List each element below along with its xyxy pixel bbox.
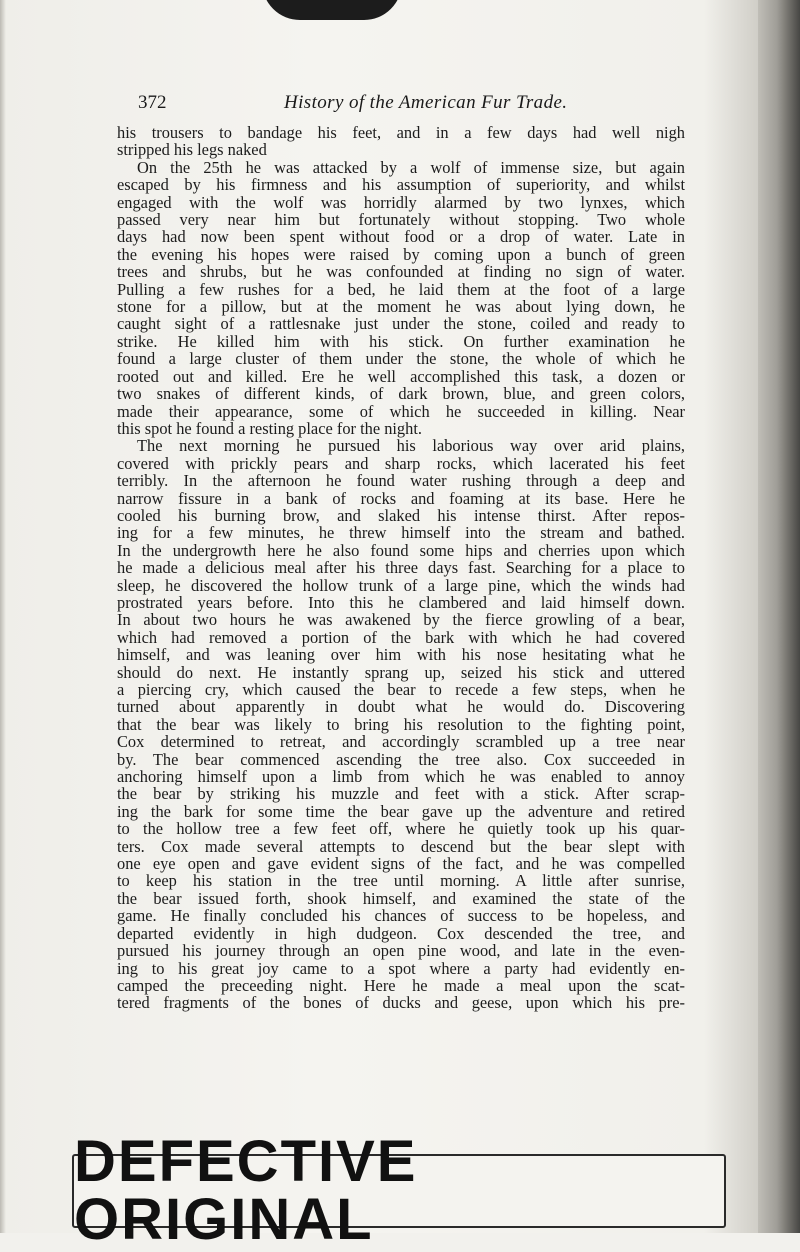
text-line: trees and shrubs, but he was confounded at finding no sign of water.: [117, 262, 685, 282]
text-line: to the hollow tree a few feet off, where he quietly took up his quar-: [117, 819, 685, 839]
text-line: should do next. He instantly sprang up, seized his stick and uttered: [117, 662, 685, 682]
text-line: stripped his legs naked: [117, 140, 267, 160]
page-number: 372: [138, 92, 167, 113]
text-line: turned about apparently in doubt what he would do. Discovering: [117, 697, 685, 717]
body-text: [117, 124, 685, 1012]
text-line: made their appearance, some of which he succeeded in killing. Near: [117, 401, 685, 421]
text-line: days had now been spent without food or a drop of water. Late in: [117, 227, 685, 247]
text-line: escaped by his firmness and his assumption of superiority, and whilst: [117, 175, 685, 195]
text-line: to keep his station in the tree until morning. A little after sunrise,: [117, 871, 685, 891]
text-line: which had removed a portion of the bark with which he had covered: [117, 627, 685, 647]
text-line: engaged with the wolf was horridly alarmed by two lynxes, which: [117, 192, 685, 212]
running-title: History of the American Fur Trade.: [284, 92, 568, 113]
text-line: strike. He killed him with his stick. On further examination he: [117, 331, 685, 351]
text-line: anchoring himself upon a limb from which he was enabled to annoy: [117, 767, 685, 787]
text-line: one eye open and gave evident signs of the fact, and he was compelled: [117, 854, 685, 874]
text-line: The next morning he pursued his laborious way over arid plains,: [137, 436, 685, 456]
text-line: camped the preceeding night. Here he made a meal upon the scat-: [117, 975, 685, 995]
text-line: that the bear was likely to bring his resolution to the fighting point,: [117, 714, 685, 734]
text-line: the evening his hopes were raised by coming upon a bunch of green: [117, 244, 685, 264]
text-line: the bear by striking his muzzle and feet with a stick. After scrap-: [117, 784, 685, 804]
text-line: prostrated years before. Into this he clambered and laid himself down.: [117, 592, 685, 612]
text-line: In the undergrowth here he also found some hips and cherries upon which: [117, 540, 685, 560]
text-line: game. He finally concluded his chances of success to be hopeless, and: [117, 906, 685, 926]
text-line: ters. Cox made several attempts to descend but the bear slept with: [117, 836, 685, 856]
page-header: [138, 92, 698, 120]
text-line: departed evidently in high dudgeon. Cox descended the tree, and: [117, 923, 685, 943]
text-line: himself, and was leaning over him with his nose hesitating what he: [117, 645, 685, 665]
stamp-text: DEFECTIVE ORIGINAL: [74, 1129, 418, 1252]
page-right-edge-shadow: [758, 0, 800, 1233]
text-line: terribly. In the afternoon he found water rushing through a deep and: [117, 471, 685, 491]
text-line: his trousers to bandage his feet, and in a few days had well nigh: [117, 123, 685, 142]
text-line: he made a delicious meal after his three days fast. Searching for a place to: [117, 558, 685, 578]
binding-hole: [262, 0, 402, 20]
text-line: by. The bear commenced ascending the tree also. Cox succeeded in: [117, 749, 685, 769]
text-line: the bear issued forth, shook himself, and examined the state of the: [117, 888, 685, 908]
defective-original-stamp: [72, 1129, 726, 1252]
text-line: rooted out and killed. Ere he well accomplished this task, a dozen or: [117, 366, 685, 386]
text-line: found a large cluster of them under the stone, the whole of which he: [117, 349, 685, 369]
text-line: two snakes of different kinds, of dark brown, blue, and green colors,: [117, 384, 685, 404]
text-line: On the 25th he was attacked by a wolf of immense size, but again: [137, 157, 685, 177]
text-line: ing to his great joy came to a spot where a party had evidently en-: [117, 958, 685, 978]
text-line: caught sight of a rattlesnake just under the stone, coiled and ready to: [117, 314, 685, 334]
text-line: pursued his journey through an open pine wood, and late in the even-: [117, 941, 685, 961]
text-line: tered fragments of the bones of ducks and geese, upon which his pre-: [117, 993, 685, 1013]
page-left-edge: [0, 0, 6, 1233]
text-line: Pulling a few rushes for a bed, he laid them at the foot of a large: [117, 279, 685, 299]
text-line: covered with prickly pears and sharp rocks, which lacerated his feet: [117, 453, 685, 473]
text-line: passed very near him but fortunately without stopping. Two whole: [117, 210, 685, 230]
text-line: a piercing cry, which caused the bear to recede a few steps, when he: [117, 680, 685, 699]
text-line: ing for a few minutes, he threw himself into the stream and bathed.: [117, 523, 685, 543]
text-line: narrow fissure in a bank of rocks and foaming at its base. Here he: [117, 488, 685, 508]
text-line: ing the bark for some time the bear gave up the adventure and retired: [117, 801, 685, 821]
text-line: stone for a pillow, but at the moment he was about lying down, he: [117, 297, 685, 317]
text-line: this spot he found a resting place for the night.: [117, 418, 422, 438]
text-line: Cox determined to retreat, and accordingly scrambled up a tree near: [117, 732, 685, 752]
text-line: cooled his burning brow, and slaked his intense thirst. After repos-: [117, 505, 685, 525]
text-line: sleep, he discovered the hollow trunk of a large pine, which the winds had: [117, 575, 685, 595]
text-line: In about two hours he was awakened by the fierce growling of a bear,: [117, 610, 685, 630]
